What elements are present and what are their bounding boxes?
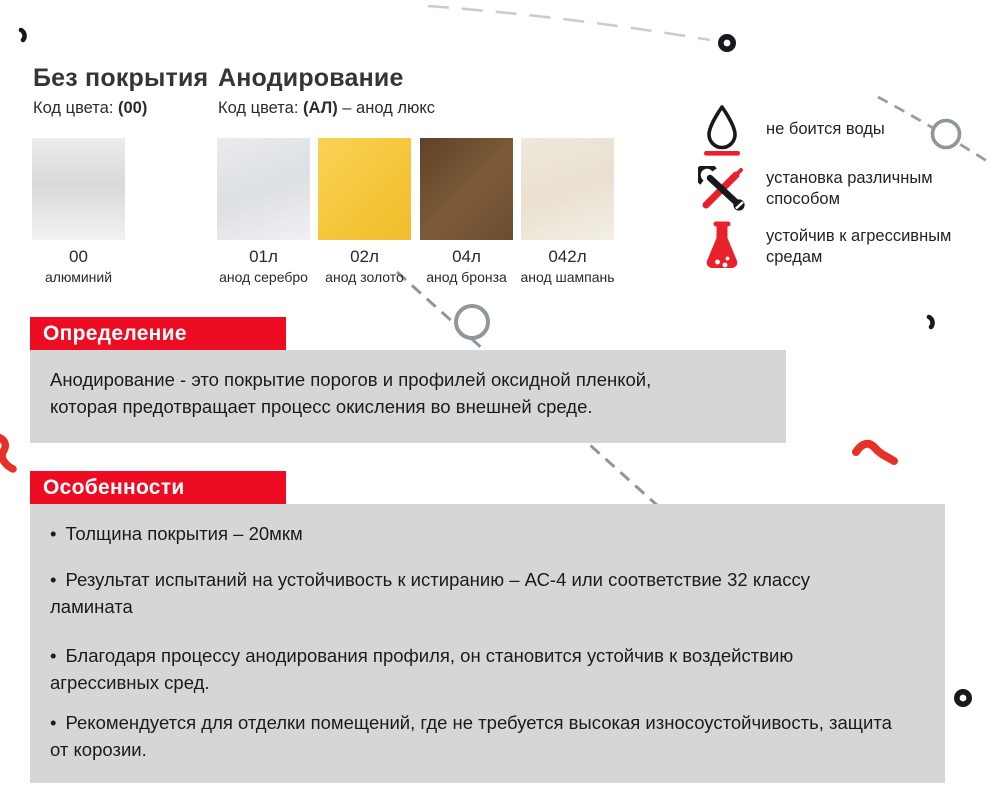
color-chip [217,138,310,240]
red-squiggle-left [0,437,13,469]
swatch-name: алюминий [44,269,113,285]
feature-bullet: • Рекомендуется для отделки помещений, где не требуется высокая износоустойчивость, защита от корозии. [50,710,895,764]
swatch-code: 01л [249,247,278,266]
definition-text: Анодирование - это покрытие порогов и профилей оксидной пленкой, которая предотвращает процесс окисления во внешней среде. [50,369,652,417]
swatch-code: 04л [452,247,481,266]
comma-arc-top-left [21,30,25,40]
anodizing-header [218,64,435,118]
feature-bullet: • Благодаря процессу анодирования профиля, он становится устойчив к воздействию агрессивных сред. [50,643,895,697]
swatch-code: 042л [548,247,587,266]
tools-icon [698,166,746,212]
circle-node-middle [456,306,488,338]
swatch-name: анод бронза [426,269,507,285]
features-title: Особенности [43,475,185,499]
feature-bullet: • Толщина покрытия – 20мкм [50,521,895,548]
swatch-name: анод серебро [219,269,308,285]
features-banner [30,471,286,504]
color-chip [521,138,614,240]
definition-banner [30,317,286,350]
feature-chemical [698,221,960,273]
icon-feature-list [698,103,960,273]
swatch-00 [32,138,125,285]
definition-panel [30,350,786,443]
feature-water [698,103,960,157]
color-chip [420,138,513,240]
flask-icon [698,221,746,273]
no-coating-header [33,64,208,118]
anodizing-color-code: Код цвета: (АЛ) – анод люкс [218,99,436,117]
comma-arc-right [929,317,933,327]
swatch-code: 00 [69,247,88,266]
feature-label: устойчив к агрессивным средам [766,226,952,266]
red-squiggle-right [856,444,894,461]
donut-dot-top [721,37,733,49]
swatch-code: 02л [350,247,379,266]
swatch-name: анод шампань [520,269,615,285]
swatch-042l [521,138,614,285]
feature-bullet: • Результат испытаний на устойчивость к истиранию – АС-4 или соответствие 32 классу ламината [50,567,895,621]
no-coating-title: Без покрытия [33,64,209,92]
donut-dot-bottom [957,692,969,704]
color-chip [32,138,125,240]
swatch-name: анод золото [325,269,404,285]
feature-label: не боится воды [766,120,885,139]
no-coating-color-code: Код цвета: (00) [33,99,148,117]
anodizing-title: Анодирование [218,64,404,92]
feature-installation [698,166,960,212]
features-panel [30,504,945,783]
definition-title: Определение [43,321,187,345]
water-drop-icon [698,103,746,157]
color-chip [318,138,411,240]
feature-label: установка различным способом [766,168,933,208]
